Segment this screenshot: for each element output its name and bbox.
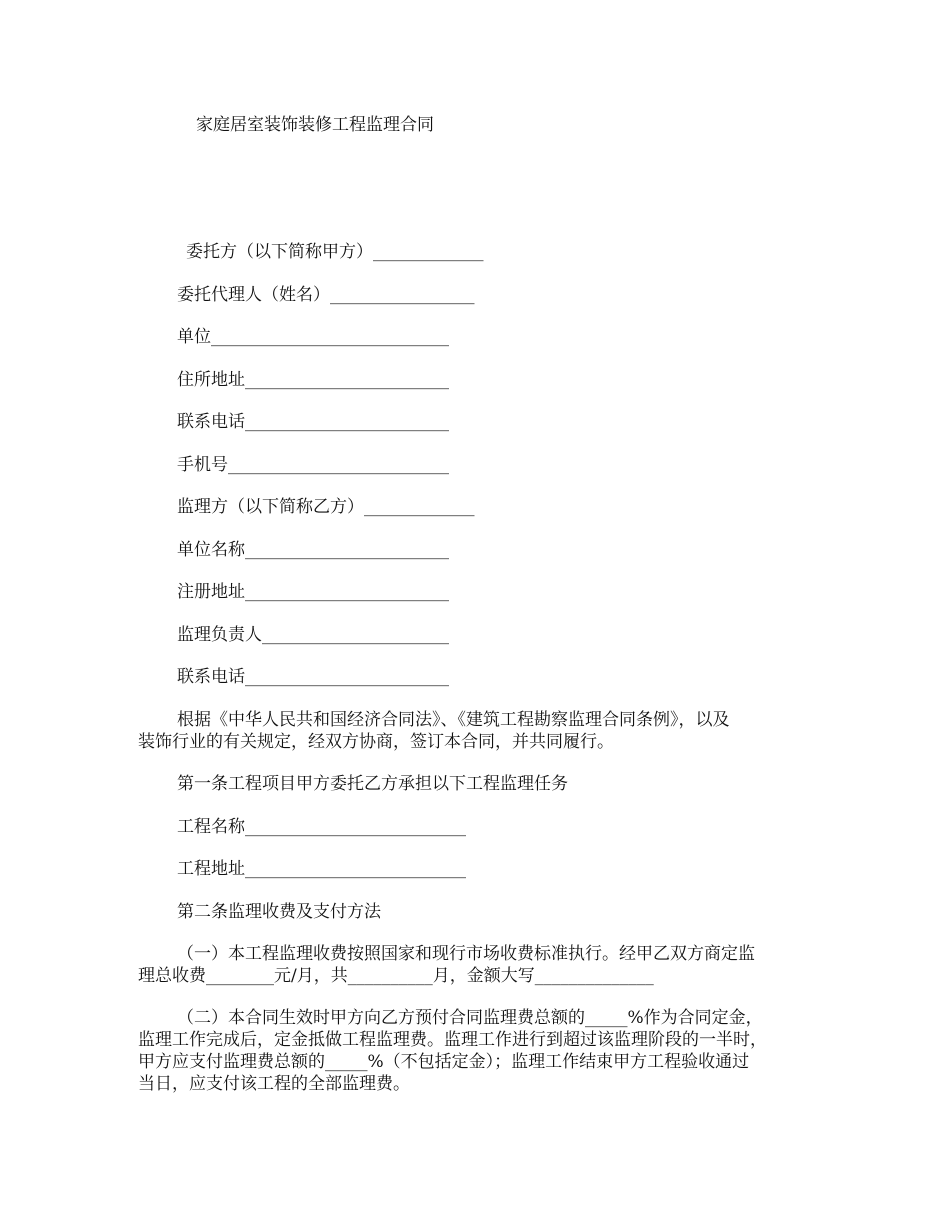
preamble-line-2: 装饰行业的有关规定，经双方协商，签订本合同，并共同履行。 [138, 732, 614, 752]
clause-2-line-1: （二）本合同生效时甲方向乙方预付合同监理费总额的_____%作为合同定金， [177, 1008, 763, 1028]
party-a-principal: 委托方（以下简称甲方）_____________ [186, 242, 484, 262]
clause-2-line-2: 监理工作完成后，定金抵做工程监理费。监理工作进行到超过该监理阶段的一半时， [138, 1030, 767, 1050]
clause-1-line-2: 理总收费________元/月，共__________月，金额大写______________ [138, 966, 654, 986]
clause-1-line-1: （一）本工程监理收费按照国家和现行市场收费标准执行。经甲乙双方商定监 [177, 944, 755, 964]
party-a-mobile: 手机号__________________________ [177, 455, 449, 475]
preamble-line-1: 根据《中华人民共和国经济合同法》、《建筑工程勘察监理合同条例》，以及 [177, 710, 730, 730]
clause-2-line-4: 当日，应支付该工程的全部监理费。 [138, 1074, 410, 1094]
party-b-phone: 联系电话________________________ [177, 667, 449, 687]
document-title: 家庭居室装饰装修工程监理合同 [196, 115, 434, 135]
article-2-heading: 第二条监理收费及支付方法 [177, 902, 381, 922]
party-a-agent: 委托代理人（姓名）_________________ [177, 285, 475, 305]
party-b-registered-address: 注册地址________________________ [177, 582, 449, 602]
party-b-unit-name: 单位名称________________________ [177, 540, 449, 560]
party-a-phone: 联系电话________________________ [177, 412, 449, 432]
party-a-unit: 单位____________________________ [177, 327, 449, 347]
project-name-field: 工程名称__________________________ [177, 817, 466, 837]
party-a-address: 住所地址________________________ [177, 370, 449, 390]
party-b-person-in-charge: 监理负责人______________________ [177, 625, 449, 645]
project-address-field: 工程地址__________________________ [177, 859, 466, 879]
article-1-heading: 第一条工程项目甲方委托乙方承担以下工程监理任务 [177, 774, 568, 794]
clause-2-line-3: 甲方应支付监理费总额的_____%（不包括定金）；监理工作结束甲方工程验收通过 [138, 1052, 750, 1072]
party-b-supervisor: 监理方（以下简称乙方）_____________ [177, 497, 475, 517]
